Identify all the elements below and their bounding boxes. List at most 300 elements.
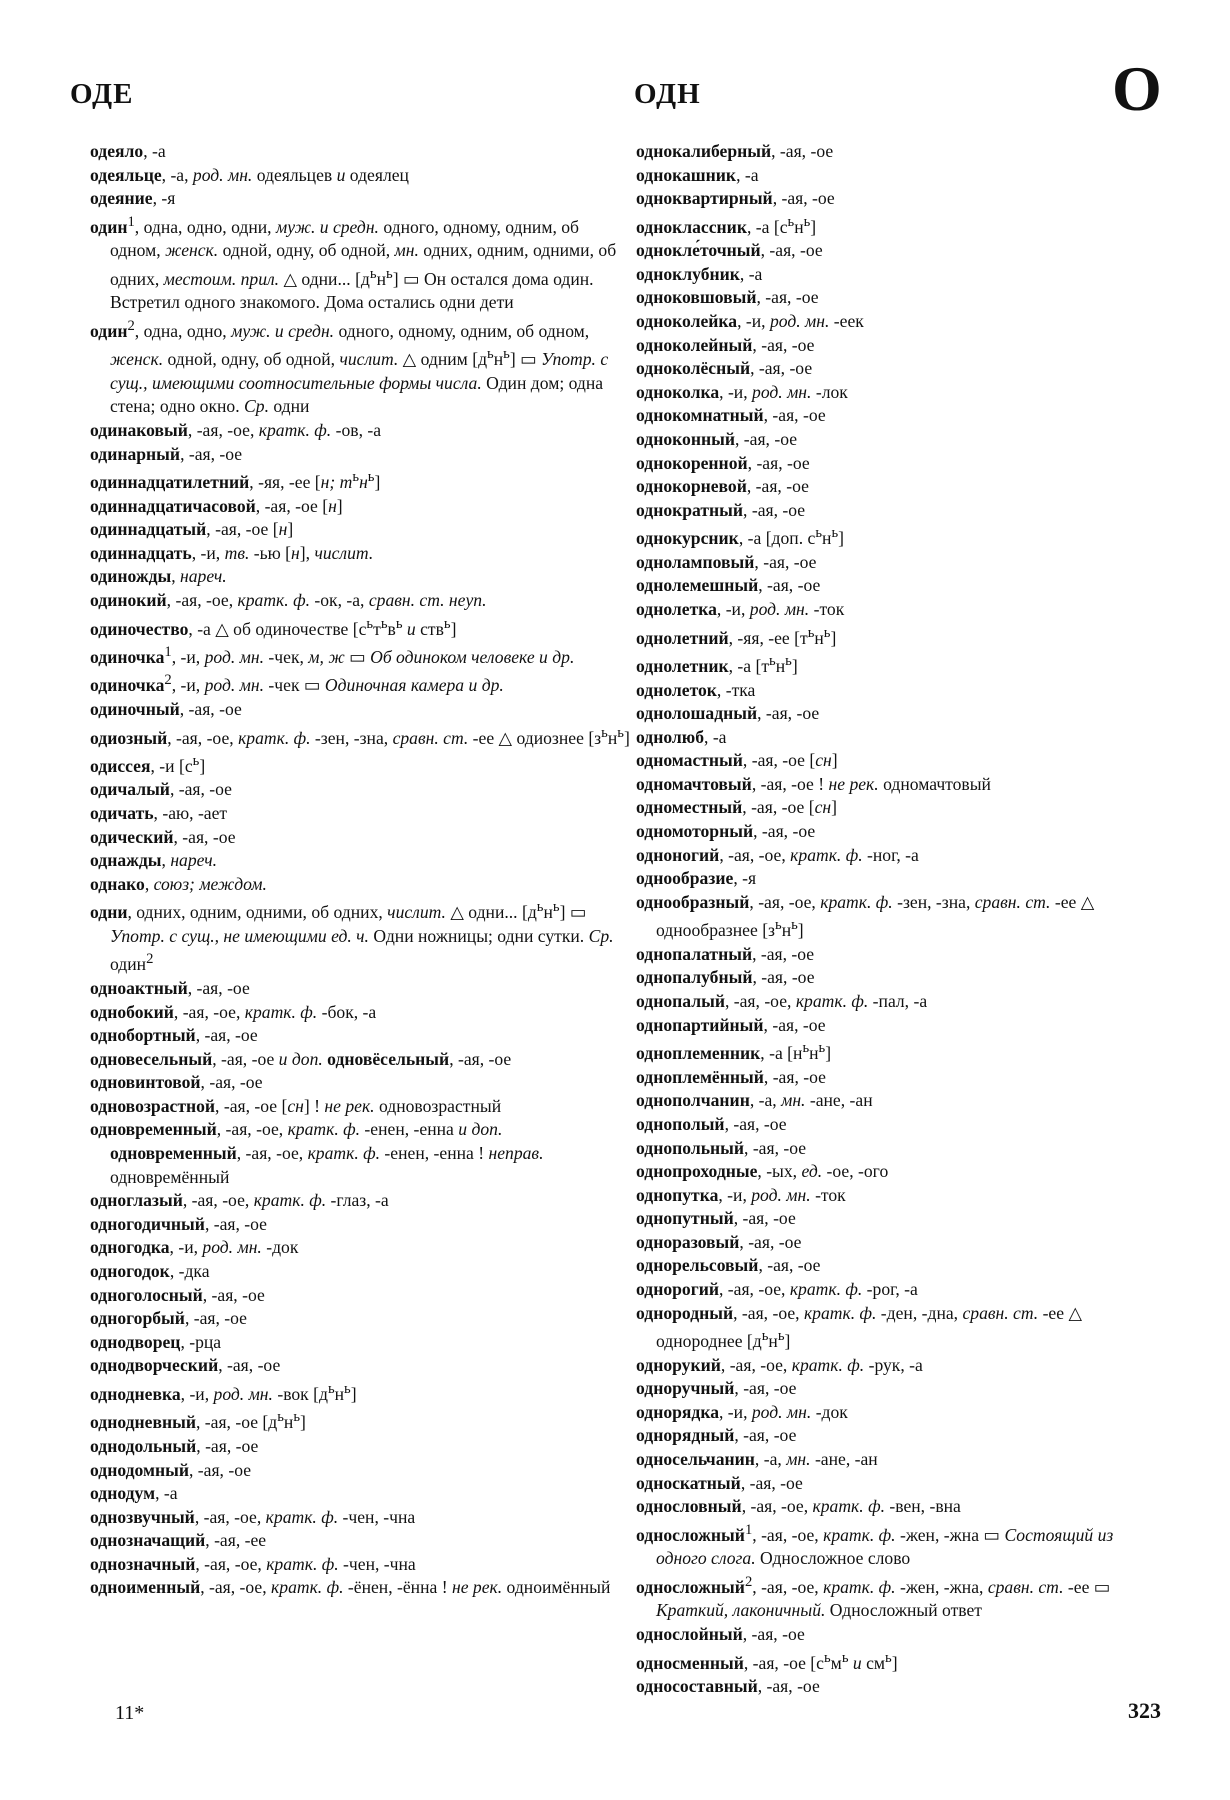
entry-text: , -ая, -ое	[747, 452, 810, 473]
grammar-label: кратк. ф.	[791, 1354, 865, 1375]
grammar-label: женск.	[110, 349, 164, 370]
headword: односкатный	[636, 1472, 741, 1493]
grammar-label: кратк. ф.	[803, 1302, 877, 1323]
superscript: ь	[552, 899, 560, 916]
headword: одноколейка	[636, 311, 738, 332]
entry-text: , -ая, -ое,	[720, 1354, 792, 1375]
dictionary-entry	[90, 1307, 630, 1331]
dictionary-entry	[636, 310, 1166, 334]
entry-text: , -и,	[718, 1184, 752, 1205]
headword: одноручный	[636, 1378, 735, 1399]
dictionary-entry	[90, 1048, 630, 1072]
grammar-label: и доп.	[278, 1048, 323, 1069]
entry-text: ▭	[344, 646, 371, 667]
dictionary-entry	[90, 1118, 630, 1189]
entry-text: -ног, -а	[862, 844, 919, 865]
grammar-label: род. мн.	[769, 311, 830, 332]
entry-text: ]	[831, 797, 837, 818]
headword: однопалый	[636, 991, 725, 1012]
headword: однослойный	[636, 1623, 743, 1644]
entry-text: , -ая, -ое	[753, 821, 816, 842]
headword: одноклубник	[636, 263, 740, 284]
entry-text: н	[607, 727, 618, 748]
dictionary-entry	[90, 419, 630, 443]
running-head-right: ОДН	[634, 78, 701, 110]
entry-text: , -ая, -ое,	[236, 1143, 308, 1164]
entry-text: -вен, -вна	[884, 1496, 961, 1517]
left-column	[90, 140, 630, 1600]
headword: одиннадцатый	[90, 519, 207, 540]
dictionary-entry	[90, 1553, 630, 1577]
dictionary-entry	[90, 1236, 630, 1260]
entry-text: , -тка	[716, 679, 756, 700]
grammar-label: не рек.	[451, 1577, 503, 1598]
grammar-label: числит.	[339, 349, 399, 370]
entry-text: н	[493, 349, 504, 370]
grammar-label: союз; междом.	[153, 873, 267, 894]
entry-text: , -а	[143, 141, 166, 161]
headword: одноногий	[636, 844, 720, 865]
entry-text: , -ая, -ое,	[749, 891, 821, 912]
entry-text: Один дом; одна стена; одно окно.	[110, 372, 604, 417]
headword: один	[90, 216, 128, 237]
headword: однолетний	[636, 627, 729, 648]
entry-text: ]	[623, 727, 630, 748]
entry-text: , -а [доп. с	[738, 528, 816, 549]
entry-text: -ов, -а	[331, 419, 382, 440]
headword: одномачтовый	[636, 773, 752, 794]
headword: однолеток	[636, 679, 717, 700]
dictionary-entry	[90, 1459, 630, 1483]
headword: однозвучный	[90, 1506, 195, 1527]
entry-text: , -ая, -ое !	[751, 773, 829, 794]
entry-text: , -ая, -ое	[204, 1213, 267, 1234]
dictionary-entry	[636, 551, 1166, 575]
headword: односложный	[636, 1576, 745, 1597]
superscript: ь	[293, 1409, 301, 1426]
entry-text: -ёнен, -ённа !	[343, 1577, 452, 1598]
entry-text: Односложное слово	[755, 1548, 911, 1569]
entry-text: н	[794, 216, 804, 237]
entry-text: , одна, одно, одни,	[134, 216, 276, 237]
entry-text: , -ая, -ое [с	[743, 1652, 824, 1673]
dictionary-entry	[90, 1284, 630, 1308]
entry-text: -ане, -ан	[810, 1449, 878, 1470]
entry-text: , -ая, -ое	[734, 428, 798, 449]
entry-text: , -ая, -ое	[739, 1231, 802, 1252]
superscript: 2	[744, 1573, 753, 1590]
entry-text: ,	[144, 873, 154, 894]
entry-text: , -ая, -ое,	[741, 1496, 813, 1517]
entry-text: -глаз, -а	[326, 1190, 389, 1211]
headword: однокашник	[636, 164, 737, 185]
grammar-label: род. мн.	[202, 1237, 262, 1258]
dictionary-entry	[90, 698, 630, 722]
entry-text: одеялец	[345, 164, 409, 185]
grammar-label: кратк. ф.	[238, 727, 311, 748]
dictionary-entry	[90, 1378, 630, 1406]
dictionary-entry	[636, 1278, 1166, 1302]
headword: одеяние	[90, 188, 153, 209]
grammar-label: местоим. прил.	[163, 268, 280, 289]
entry-text: , -ая, -ое	[754, 551, 817, 572]
headword: однодомный	[90, 1459, 189, 1480]
entry-text: , -ая, -ое,	[718, 1279, 790, 1300]
dictionary-entry	[90, 589, 630, 613]
dictionary-entry	[636, 650, 1166, 678]
entry-text: н	[334, 1383, 345, 1404]
dictionary-entry	[90, 1506, 630, 1530]
entry-text: , -ая, -ое	[763, 405, 826, 426]
superscript: ь	[369, 265, 377, 282]
dictionary-entry	[636, 1089, 1166, 1113]
grammar-label: кратк. ф.	[237, 589, 310, 610]
dictionary-entry	[636, 598, 1166, 622]
grammar-label: сн	[815, 750, 832, 771]
dictionary-entry	[90, 565, 630, 589]
entry-text: -ден, -дна,	[876, 1302, 963, 1323]
grammar-label: мн.	[781, 1090, 806, 1111]
entry-text: ]	[810, 216, 817, 237]
grammar-label: сн	[287, 1095, 304, 1116]
grammar-label: кратк. ф.	[287, 1119, 361, 1140]
entry-text: , -а,	[749, 1090, 782, 1111]
headword: одногодок	[90, 1261, 170, 1282]
headword: однолошадный	[636, 703, 758, 724]
superscript: 1	[164, 644, 172, 661]
entry-text: ]	[838, 528, 844, 549]
dictionary-entry	[90, 211, 630, 315]
superscript: ь	[775, 917, 782, 934]
entry-text: , -ая, -ое,	[733, 1302, 804, 1323]
entry-text: -жен, -жна ▭	[895, 1524, 1005, 1545]
dictionary-entry	[636, 164, 1166, 188]
dictionary-entry	[90, 1435, 630, 1459]
entry-text: , -и,	[719, 1401, 752, 1422]
headword: односельчанин	[636, 1449, 755, 1470]
dictionary-entry	[636, 1571, 1166, 1623]
entry-text: одной, одну, об одной,	[163, 349, 340, 370]
entry-text: -ток	[810, 1184, 846, 1205]
headword: однолемешный	[636, 575, 759, 596]
dictionary-entry	[636, 1184, 1166, 1208]
grammar-label: кратк. ф.	[266, 1553, 339, 1574]
entry-text: ]	[830, 627, 837, 648]
superscript: ь	[367, 469, 375, 486]
entry-text: , -ая, -ое,	[195, 1553, 267, 1574]
superscript: 2	[164, 672, 172, 689]
dictionary-entry	[90, 750, 630, 778]
entry-text: н	[543, 902, 553, 923]
entry-text: , одна, одно,	[134, 320, 232, 341]
dictionary-entry	[90, 315, 630, 419]
dictionary-entry	[90, 778, 630, 802]
superscript: ь	[366, 615, 374, 632]
dictionary-entry	[636, 1675, 1166, 1699]
grammar-label: н	[328, 495, 337, 516]
entry-text: ] ▭	[509, 349, 542, 370]
grammar-label: не рек.	[324, 1095, 375, 1116]
headword: однобортный	[90, 1025, 196, 1046]
superscript: ь	[803, 213, 811, 230]
entry-text: в	[387, 618, 396, 639]
superscript: 1	[127, 213, 135, 230]
grammar-label: род. мн.	[192, 164, 253, 185]
headword: однорядный	[636, 1425, 735, 1446]
entry-text: , -ая, -ое	[212, 1048, 279, 1069]
entry-text: ]	[287, 519, 294, 540]
grammar-label: муж. и средн.	[275, 216, 379, 237]
dictionary-entry	[90, 1189, 630, 1213]
dictionary-entry	[90, 669, 630, 697]
entry-text: ]	[300, 1412, 306, 1433]
dictionary-entry	[90, 443, 630, 467]
dictionary-entry	[90, 1331, 630, 1355]
superscript: ь	[777, 1328, 785, 1345]
dictionary-entry	[636, 749, 1166, 773]
headword: однорогий	[636, 1279, 719, 1300]
entry-text: одного, одному, одним, об одном,	[334, 320, 590, 341]
grammar-label: кратк. ф.	[795, 991, 869, 1012]
entry-text: , -ая, -ое	[752, 334, 815, 355]
entry-text: , -ая, -ое	[744, 1137, 807, 1158]
dictionary-entry	[636, 1623, 1166, 1647]
entry-text: ] ▭ Он остался дома один. Встретил одного знакомого. Дома остались одни дети	[110, 268, 594, 313]
grammar-label: кратк. ф.	[789, 1279, 863, 1300]
entry-text: , -ая, -ое	[756, 287, 819, 308]
grammar-label: кратк. ф.	[253, 1190, 327, 1211]
entry-text: , -а	[704, 726, 727, 747]
grammar-label: мн.	[786, 1449, 811, 1470]
entry-text: , -ая, -ое,	[173, 1001, 245, 1022]
entry-text: -енен, -енна !	[380, 1143, 489, 1164]
entry-text: ] ▭	[559, 902, 587, 923]
entry-text: , -и,	[716, 599, 750, 619]
entry-text: , -а,	[161, 164, 193, 185]
dictionary-entry	[90, 896, 630, 977]
dictionary-entry	[636, 726, 1166, 750]
headword: одноколка	[636, 381, 720, 402]
headword: однопалатный	[636, 943, 753, 964]
entry-text: , -яя, -ее [т	[728, 627, 808, 648]
dictionary-entry	[636, 1014, 1166, 1038]
entry-text: , -а	[155, 1483, 178, 1504]
headword: одинарный	[90, 443, 181, 464]
headword: односложный	[636, 1524, 745, 1545]
headword: однорукий	[636, 1354, 721, 1375]
entry-text: , -а	[736, 164, 759, 185]
dictionary-entry	[90, 722, 630, 750]
entry-text: , -и,	[171, 646, 205, 667]
entry-text: -ок, -а,	[309, 589, 369, 610]
entry-text: , -ая, -ое	[771, 141, 834, 161]
dictionary-entry	[636, 140, 1166, 164]
headword: однокоренной	[636, 452, 748, 473]
headword: один	[90, 320, 128, 341]
entry-text: , -ая, -ое	[179, 698, 242, 719]
grammar-label: н; т	[320, 472, 353, 493]
headword: однолетник	[636, 655, 729, 676]
grammar-label: мн.	[394, 240, 419, 261]
entry-text: ],	[299, 542, 315, 563]
printer-signature: 11*	[115, 1702, 145, 1724]
headword: одни	[90, 902, 128, 923]
headword: однопутка	[636, 1184, 719, 1205]
headword: одногорбый	[90, 1308, 185, 1329]
superscript: ь	[785, 653, 792, 670]
dictionary-entry	[636, 1137, 1166, 1161]
dictionary-entry	[636, 1647, 1166, 1675]
headword: одиночество	[90, 618, 189, 639]
entry-text: -зен, -зна,	[892, 891, 975, 912]
entry-text: ]	[784, 1331, 791, 1352]
entry-text: ,	[171, 566, 181, 587]
entry-text: , -ая, -ое,	[187, 419, 259, 440]
entry-text: △ одним [д	[398, 349, 488, 370]
grammar-label: тв.	[224, 542, 250, 563]
headword: одномоторный	[636, 821, 754, 842]
entry-text: , -ая, -ое	[763, 1014, 826, 1035]
entry-text: , -и,	[180, 1383, 214, 1404]
headword: одичать	[90, 803, 154, 824]
dictionary-entry	[636, 1519, 1166, 1571]
entry-text: , -и,	[737, 311, 770, 332]
headword: однополчанин	[636, 1090, 750, 1111]
entry-text: △ одни... [д	[279, 268, 370, 289]
superscript: ь	[818, 1040, 826, 1057]
entry-text: , -ая, -ое [	[255, 495, 329, 516]
dictionary-entry	[636, 943, 1166, 967]
dictionary-entry	[90, 1406, 630, 1434]
entry-text: , -ая, -ое	[200, 1072, 263, 1093]
entry-text: , -ая, -ое [	[742, 797, 815, 818]
dictionary-entry	[636, 211, 1166, 239]
superscript: ь	[815, 525, 823, 542]
entry-text: н	[775, 655, 786, 676]
headword: одиножды	[90, 566, 172, 587]
grammar-label: Употр. с сущ., имеющими соотносительные формы числа.	[110, 349, 609, 393]
grammar-label: кратк. ф.	[823, 1524, 896, 1545]
entry-text: , -я	[733, 868, 757, 889]
grammar-label: неправ.	[488, 1143, 544, 1164]
entry-text: ]	[831, 750, 838, 771]
dictionary-entry	[636, 381, 1166, 405]
headword: однажды	[90, 850, 162, 871]
grammar-label: кратк. ф.	[244, 1001, 318, 1022]
headword: односоставный	[636, 1676, 758, 1696]
entry-text: н	[768, 1331, 778, 1352]
superscript: ь	[503, 346, 510, 363]
headword: однодневка	[90, 1383, 181, 1404]
headword: одногодка	[90, 1237, 170, 1258]
entry-text: -ток	[809, 599, 845, 619]
entry-text: -бок, -а	[317, 1001, 377, 1022]
entry-text: -чек ▭	[264, 675, 325, 696]
grammar-label: сравн. ст.	[974, 891, 1051, 912]
headword: одноголосный	[90, 1284, 203, 1305]
headword: однопутный	[636, 1208, 734, 1229]
entry-text: ]	[791, 655, 798, 676]
entry-text: , -ая, -ое [	[215, 1095, 288, 1116]
dictionary-entry	[636, 679, 1166, 703]
grammar-label: женск.	[165, 240, 219, 261]
entry-text: , -ая, -ое	[169, 779, 232, 800]
entry-text: н	[283, 1412, 294, 1433]
entry-text: , -ая, -ое	[758, 1255, 821, 1276]
superscript: 2	[146, 951, 154, 968]
dictionary-entry	[636, 1160, 1166, 1184]
headword: одногодичный	[90, 1213, 205, 1234]
entry-text: , -ая, -ое	[202, 1284, 265, 1305]
entry-text: , -и,	[719, 381, 753, 402]
entry-text: одних, одним, одними, об одних,	[110, 240, 617, 289]
entry-text: ] !	[303, 1095, 325, 1116]
superscript: ь	[601, 724, 608, 741]
entry-text: одновозрастный	[374, 1095, 502, 1116]
entry-text: , -ая, -ое,	[752, 1524, 824, 1545]
entry-text: , -ая, -ое	[173, 826, 236, 847]
headword: однополый	[636, 1113, 725, 1134]
headword: одноколейный	[636, 334, 753, 355]
grammar-label: числит.	[314, 542, 374, 563]
grammar-label: кратк. ф.	[823, 1576, 896, 1597]
dictionary-entry	[636, 404, 1166, 428]
dictionary-entry	[90, 1001, 630, 1025]
dictionary-entry	[636, 1401, 1166, 1425]
entry-text: ств	[415, 618, 444, 639]
headword: одновесельный	[90, 1048, 213, 1069]
dictionary-entry	[636, 966, 1166, 990]
dictionary-entry	[90, 187, 630, 211]
headword: однословный	[636, 1496, 742, 1517]
headword: одиннадцатичасовой	[90, 495, 256, 516]
headword: одновременный	[110, 1143, 237, 1164]
entry-text: , -ая, -ое	[757, 703, 820, 724]
headword: однократный	[636, 499, 744, 520]
grammar-label: кратк. ф.	[790, 844, 863, 865]
grammar-label: нареч.	[180, 566, 227, 587]
entry-text: н	[822, 528, 832, 549]
headword: однокомнатный	[636, 405, 764, 426]
dictionary-entry	[636, 1254, 1166, 1278]
headword: однобокий	[90, 1001, 174, 1022]
headword: однодворческий	[90, 1355, 219, 1376]
entry-text: -ью [	[249, 542, 292, 563]
headword: однопартийный	[636, 1014, 764, 1035]
entry-text: , -ая, -ое	[746, 476, 809, 497]
headword: одиннадцатилетний	[90, 472, 250, 493]
entry-text: , -ая, -ое,	[194, 1506, 266, 1527]
grammar-label: род. мн.	[751, 1184, 811, 1205]
entry-text: , -ая, -ое,	[216, 1119, 288, 1140]
entry-text: , -ая, -ое	[188, 1459, 252, 1480]
page-number: 323	[1128, 1698, 1161, 1723]
headword: одноламповый	[636, 551, 755, 572]
headword: однодневный	[90, 1412, 196, 1433]
entry-text: , -ая, -ое	[733, 1208, 796, 1229]
grammar-label: Об одиноком человеке и др.	[370, 646, 575, 667]
entry-text: -ее △ однороднее [д	[656, 1302, 1082, 1352]
dictionary-entry	[90, 849, 630, 873]
grammar-label: род. мн.	[204, 675, 265, 696]
dictionary-entry	[90, 1529, 630, 1553]
right-column	[636, 140, 1166, 1699]
dictionary-entry	[636, 574, 1166, 598]
entry-text: -ее ▭	[1063, 1576, 1111, 1597]
grammar-label: н	[359, 472, 368, 493]
dictionary-entry	[636, 428, 1166, 452]
superscript: ь	[787, 213, 795, 230]
